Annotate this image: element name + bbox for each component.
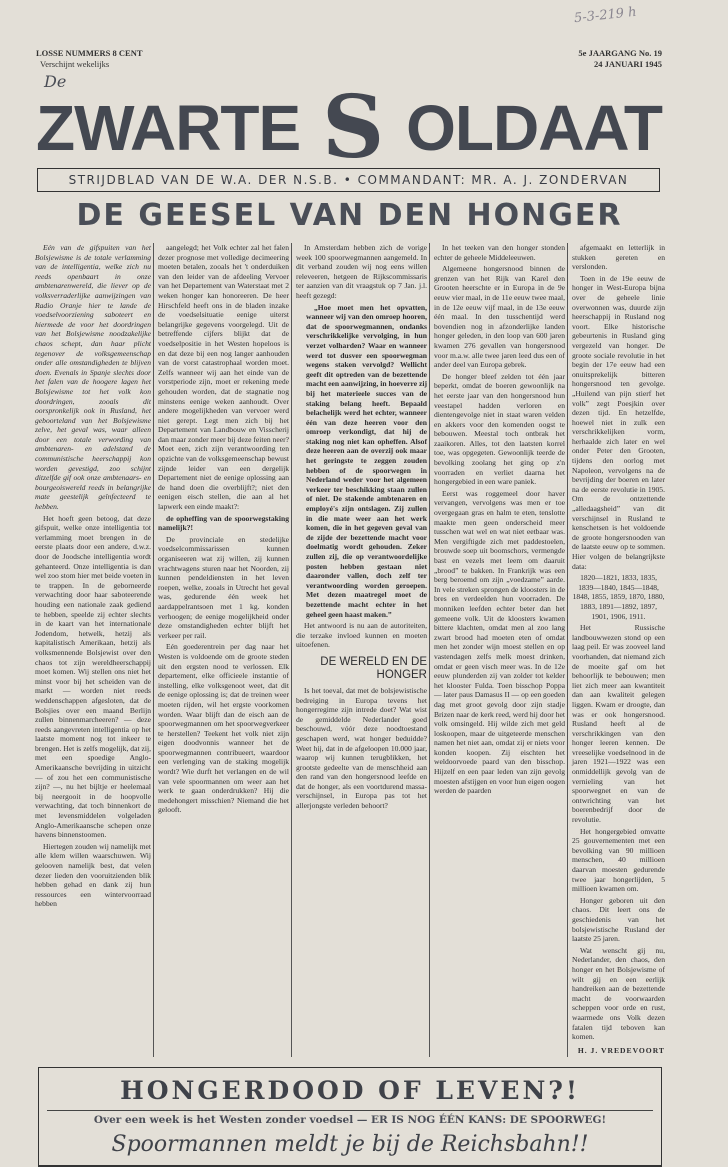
banner-call: Spoormannen meldt je bij de Reichsbahn!! [111, 1132, 589, 1158]
article-column-2 [153, 243, 289, 1057]
article-paragraph: afgemaakt en letterlijk in stukken gereten en verslonden. [572, 243, 665, 272]
article-paragraph: Het hoeft geen betoog, dat deze gifspuit, welke onze intelligentia tot verlamming moet brengen in de eerste plaats door een andere, d.w.z. door de Joodsche intelligentia wordt gehanteerd. Onze intelligentia is dan wel zoo stom hier met beide voeten in te trappen. In de geborneerde verwachting door haar saboteerende houding een nationale zaak gediend te hebben, speelde zij echter slechts in de kaart van het internationale Jodendom, hetwelk, hetzij als kapitalistisch Amerikaan, hetzij als volksmennende Bolsjewist over den chaos tot zijn wereldheerschappij moet komen. Wij stellen ons niet het minst voor bij het scheiden van de markt — worden niet reeds weddenschappen afgesloten, dat de Bolsjies over een maand Berlijn zullen binnenmarcheeren? — deze reeds aangevreten intelligentia op het laatste moment nog tot inkeer te brengen. Het is zelfs mogelijk, dat zij, met een spoedige Anglo-Amerikaansche bevrijding in uitzicht — of zou het een communistische zijn? —, nu het bijltje er heelemaal bij neergooit in de hoopvolle verwachting, dat toch binnenkort de met levensmiddelen volgeladen Anglo-Amerikaansche schepen onze havens binnenstoomen. [35, 513, 151, 840]
section-heading: DE WERELD EN DE HONGER [320, 655, 427, 681]
article-paragraph: Eén goederentrein per dag naar het Westen is voldoende om de groote steden uit den ergsten nood te verlossen. Elk departement, elke officieele instantie of instelling, elke volksgenoot weet, dat dit de eenige oplossing is; dat de treinen weer moeten rijden, wil het ergste voorkomen worden. Waar blijft dan de eisch aan de spoorwegmannen om het spoorwegverkeer te herstellen? Teekent het volk niet zijn eigen doodvonnis wanneer het de spoorwegmannen contribueert, waardoor een verlenging van de staking mogelijk wordt? Wie durft het verlangen en de wil van vele spoormannen om weer aan het werk te gaan onderdrukken? Hij die medehongert misschien? Niemand die het gelooft. [158, 642, 289, 815]
article-paragraph: Toen in de 19e eeuw de honger in West-Europa bijna over de geheele linie overwonnen was, duurde zijn heerschappij in Rusland nog voort. Elke historische gebeurtenis in Rusland ging vergezeld van honger. De groote sociale revolutie in het begin der 17e eeuw had een onuitsprekelijk bitteren hongersnood ten gevolge. „Huilend van pijn stierf het volk” zegt Poesjkin over dezen tijd. En hetzelfde, hoewel niet in zulk een verschrikkelijken vorm, herhaalde zich later en wel onder Peter den Grooten, tijdens den oorlog met Napoleon, vervolgens na de bevrijding der boeren en later na de eerste revolutie in 1905. Om de ontzettende „alledaagsheid” van dit verschijnsel in Rusland te kenschetsen is het voldoende de groote hongersnooden van de laatste eeuw op te sommen. Hier volgen de belangrijkste data: [572, 273, 665, 571]
article-paragraph: aangelegd; het Volk echter zal het falen dezer prognose met volledige decimeering moeten betalen, zooals het 't onderduiken van den leider van de afdeeling Vervoer van het Departement van Waterstaat met 2 weken honger kan honoreeren. De heer Hirschfeld heeft ons in de bladen inzake de voedselsituatie eenige uiterst belangrijke gegevens voorgelegd. Uit de betreffende cijfers blijkt dat de voedselpositie in het Westen hopeloos is en dat deze bij een nog langer aanhouden van de vorst catastrophaal worden moet. Zelfs wanneer wij aan het einde van de vorstperiode zijn, moet er rekening mede gehouden worden, dat de stagnatie nog minstens eenige weken aanhoudt. Over andere mogelijkheden van vervoer werd niet gerept. Legt men zich bij het Departement van Landbouw en Visscherij dan maar zonder meer bij deze feiten neer? Moet een, zich zijn verantwoording ten opzichte van de volksgemeenschap bewust zijnde leider van een dergelijk Departement niet de eenige oplossing aan de hand doen die overblijft?; niet den eenigen eisch stellen, die aan al het lapwerk een einde maakt?: [158, 243, 289, 512]
article-column-4 [429, 243, 565, 1057]
author-signature: H. J. VREDEVOORT [577, 1045, 665, 1055]
masthead [36, 72, 662, 178]
propaganda-banner [38, 1067, 662, 1167]
article-paragraph: In Amsterdam hebben zich de vorige week 100 spoorwegmannen aangemeld. In dit verband zouden wij nog eens willen releveeren, hetgeen de Rijkscommissaris ter aanzien van dit vraagstuk op 7 Jan. j.l. heeft gezegd: [296, 243, 427, 300]
article-paragraph: Eerst was roggemeel door haver vervangen, vervolgens was men er toe overgegaan gras en halm te eten, tenslotte maakte men geen onderscheid meer tusschen wat wel en wat niet eetbaar was. Men vergiftigde zich met paddestoelen, brouwde soep uit boomschors, vermengde bast en vezels met leem om daaruit „brood” te bakken. In Frankrijk was een berg beroemd om zijn „voedzame” aarde. In vele streken sprongen de kloosters in de bres en verdeelden hun voorraden. De monniken leefden echter beter dan het gemeene volk. Uit de kloosters kwamen bittere klachten, omdat men al zoo lang zwart brood had moeten eten of omdat men het zonder wijn moest stellen en op vastendagen zelfs melk moest drinken, omdat er geen visch meer was. In de 12e eeuw plunderden zij van zolder tot kelder het klooster Fulda. Toen bisschop Poppa — later paus Damasus II — op een goeden dag met groot gevolg door zijn stadje Brizen naar de kerk reed, werd hij door het volk omsingeld. Hij wilde zich met geld loskoopen, maar de uitgeteerde menschen namen het niet aan, omdat zij er niets voor konden koopen. Zij eischten het weldoorvoede paard van den bisschop. Hijzelf en een paar leden van zijn gevolg moesten afstijgen en voor hun eigen oogen werden de paarden [434, 488, 565, 796]
frequency-label: Verschijnt wekelijks [40, 59, 110, 69]
article-paragraph: De honger bleef zelden tot één jaar beperkt, omdat de boeren gewoonlijk na het eerste jaar van den hongersnood hun veestapel hadden verloren en dientengevolge niet in staat waren velden en akkers voor den komenden oogst te bebouwen. Meestal toch ontbrak het zaaikoren. Alles, tot den laatsten korrel toe, was opgegeten. Gewoonlijk teerde de bevolking zoolang het ging op z'n voorraden en verliet daarna het hongergebied in een ware paniek. [434, 371, 565, 487]
page-body [35, 243, 665, 1167]
article-paragraph: Het hongergebied omvatte 25 gouvernementen met een bevolking van 90 millioen menschen, 40 millioen daarvan moesten gedurende twee jaar hongerlijden, 5 millioen kwamen om. [572, 826, 665, 894]
article-column-5 [567, 243, 665, 1057]
price-label: LOSSE NUMMERS 8 CENT [36, 48, 143, 58]
article-paragraph: Het antwoord is nu aan de autoriteiten, die terzake invloed kunnen en moeten uitoefenen. [296, 621, 427, 650]
volume-label: 5e JAARGANG No. 19 [578, 48, 662, 58]
handwritten-note: 5-3-219 h [573, 4, 638, 27]
masthead-slogan: STRIJDBLAD VAN DE W.A. DER N.S.B. • COMMANDANT: MR. A. J. ZONDERVAN [37, 168, 660, 192]
article-paragraph: „Hoe moet men het opvatten, wanneer wij van den omroep hooren, dat de spoorwegmannen, ondanks verschrikkelijke vervolging, in hun verzet volharden? Waar en wanneer werd tot dusver een spoorwegman wegens staken vervolgd? Wellicht geeft dit optreden van de bezettende macht een aanwijzing, in hoeverre zij bij het materieele succes van de staking belang heeft. Bepaald belachelijk werd het echter, wanneer één van deze heeren voor den omroep verkondigt, dat hij de staking nog niet kan opheffen. Alsof deze heeren aan de overzij ook maar het geringste te zeggen zouden hebben of de spoorwegen in Nederland weder voor het algemeen verkeer ter beschikking staan zullen of niet. De stakende ambtenaren en employé's zijn ontslagen. Zij zullen in die mate weer aan het werk komen, die in het gegeven geval van de zijde der bezettende macht voor doelmatig wordt gehouden. Zeker zullen zij, die op verantwoordelijke posten hebben gestaan niet daaronder vallen, doch zelf ter verantwoording worden geroepen. Met dezen maatregel moet de bezettende macht echter in het geheel geen haast maken.” [306, 302, 427, 619]
headline: DE GEESEL VAN DEN HONGER [76, 198, 623, 233]
masthead-sig-rune-s: S [322, 77, 385, 178]
article-paragraph: Is het toeval, dat met de bolsjewistische bedreiging in Europa tevens het hongerregime zijn intrede doet? Wat wist de gemiddelde Nederlander goed beschouwd, vóór deze noodtoestand geschapen werd, wat honger beduidde? Weet hij, dat in de afgeloopen 10.000 jaar, waarop wij kunnen terugblikken, het grootste gedeelte van de menschheid aan den rand van den hongersnood leefde en dat de honger, als een voortdurend massa-verschijnsel, in Europa pas tot het allerjongste verleden behoort? [296, 685, 427, 811]
article-paragraph: de opheffing van de spoorwegstaking namelijk?! [158, 513, 289, 533]
article-columns [35, 243, 665, 1057]
banner-subtitle: Over een week is het Westen zonder voedsel — ER IS NOG ÉÉN KANS: DE SPOORWEG! [93, 1114, 607, 1127]
date-label: 24 JANUARI 1945 [594, 59, 662, 69]
article-paragraph: Hiertegen zouden wij namelijk met alle klem willen waarschuwen. Wij gelooven namelijk best, dat velen dezer lieden den vooruitzienden blik hebben gehad en dank zij hun ressources een wintervoorraad hebben [35, 841, 151, 909]
masthead-title-right: OLDAAT [406, 92, 662, 164]
article-paragraph: Wat wenscht gij nu, Nederlander, den chaos, den honger en het Bolsjewisme of wilt gij en een eerlijk handreiken aan de bezettende macht de voorwaarden scheppen voor orde en rust, waarmede ons Volk dezen fatalen tijd teboven kan komen. [572, 945, 665, 1042]
article-paragraph: Algemeene hongersnood binnen de grenzen van het Rijk van Karel den Grooten heerschte er in Europa in de 9e eeuw vier maal, in de 11e eeuw twee maal, in de 12e eeuw vijf maal, in de 13e eeuw één maal. In den tusschentijd werd bovendien nog in afzonderlijke landen honger geleden, in den loop van 600 jaren kwamen 276 gevallen van hongersnood voor m.a.w. alle twee jaren leed dus een of ander deel van Europa gebrek. [434, 264, 565, 370]
article-column-3 [291, 243, 427, 1057]
article-column-1 [35, 243, 151, 1057]
masthead-prefix: De [44, 72, 67, 91]
article-paragraph: Honger geboren uit den chaos. Dit leert ons de geschiedenis van het bolsjewistische Rusland der laatste 25 jaren. [572, 895, 665, 944]
banner-title: HONGERDOOD OF LEVEN?! [120, 1076, 580, 1106]
article-paragraph: Het Russische landbouwwezen stond op een laag peil. Er was zooveel land voorhanden, dat niemand zich de moeite gaf om het behoorlijk te bebouwen; men liet zich meer aan kwantiteit dan aan kwaliteit gelegen liggen. Kwam er droogte, dan was er ook hongersnood. Rusland heeft al de verschrikkingen van den honger leeren kennen. De vreeselijke voedselnood in de jaren 1921—1922 was een onmiddellijk gevolg van de vernieling van het spoorwegnet en van de ontwrichting van het boerenbedrijf door de revolutie. [572, 623, 665, 825]
article-paragraph: 1820—1821, 1833, 1835, 1839—1840, 1845—1848, 1848, 1855, 1859, 1870, 1880, 1883, 1891—1892, 1897, 1901, 1906, 1911. [572, 573, 665, 621]
banner-divider [47, 1110, 653, 1111]
article-paragraph: Eén van de gifspuiten van het Bolsjewisme is de totale verlamming van de intelligentia, welke zich nu reeds openbaart in onze ambtenarenwereld, die liever op de volksverraderlijke aanwijzingen van Radio Oranje hier te lande de voedselvoorziening saboteert en hiermede de voor het doordringen van het Bolsjewisme noodzakelijke chaos schept, dan haar plicht tegenover de volksgemeenschap onder alle omstandigheden te blijven doen. Evenals in Spanje slechts door het falen van de hoogere lagen het Bolsjewisme tot het volk kon doordringen, zooals dit oorspronkelijk ook in Rusland, het geboorteland van het Bolsjewisme zelve, het geval was, waar alleen door een totale verwording van ambtenaren- en adelstand de communistische heerschappij kon worden gevestigd, zoo schijnt ditzelfde gif ook onze ambtenaars- en bourgeoiswereld reeds in belangrijke mate geestelijk geïnfecteerd te hebben. [35, 243, 151, 512]
article-paragraph: In het teeken van den honger stonden echter de geheele Middeleeuwen. [434, 243, 565, 262]
masthead-title-left: ZWARTE [36, 92, 301, 164]
article-paragraph: De provinciale en stedelijke voedselcommissarissen kunnen organiseeren wat zij willen, zij kunnen vrachtwagens sturen naar het Noorden, zij kunnen pendeldiensten in het leven roepen, welke, zooals in Utrecht het geval was, gedurende één week het aardappelrantsoen met 1 kg. konden verhoogen; de eenige mogelijkheid onder deze omstandigheden echter blijft het verkeer per rail. [158, 534, 289, 640]
